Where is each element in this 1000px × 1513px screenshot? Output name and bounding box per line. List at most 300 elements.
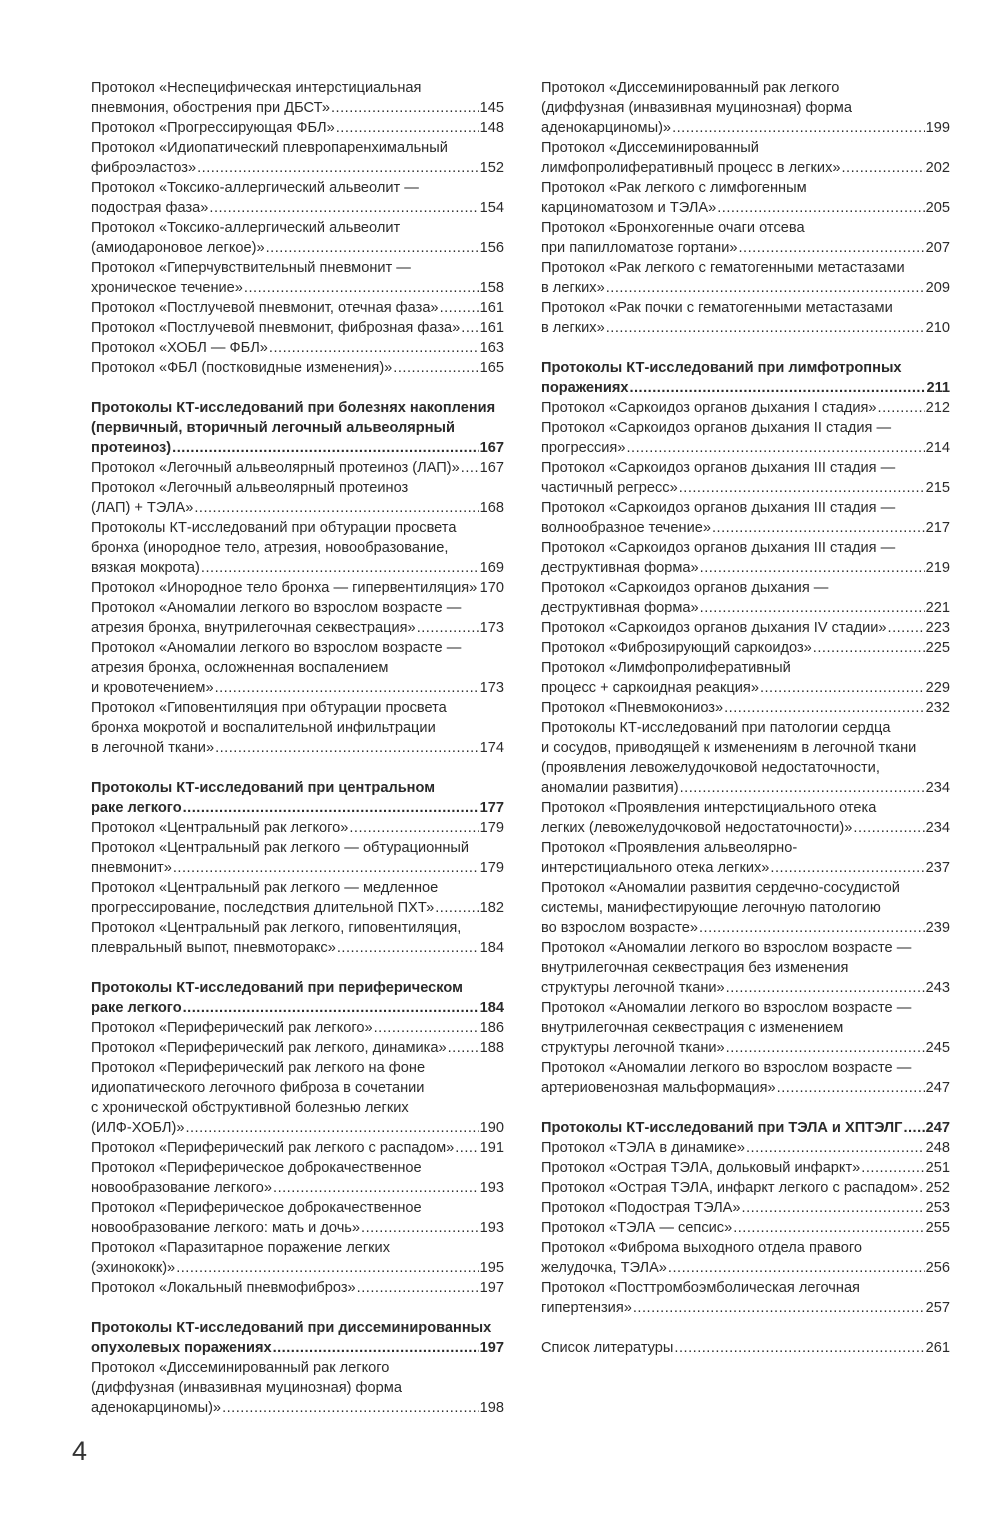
toc-page-number: 245 (925, 1040, 950, 1056)
toc-entry[interactable] (91, 878, 504, 918)
toc-entry[interactable] (91, 578, 504, 598)
toc-entry[interactable] (91, 1038, 504, 1058)
toc-section-heading[interactable] (91, 1318, 504, 1358)
toc-entry-text: Протокол «Острая ТЭЛА, дольковый инфаркт» (541, 1160, 861, 1176)
dot-leader (209, 198, 478, 218)
toc-entry[interactable] (541, 618, 950, 638)
toc-entry-text: Протокол «Саркоидоз органов дыхания I стадия» (541, 400, 877, 416)
toc-entry[interactable] (541, 658, 950, 698)
dot-leader (733, 1218, 924, 1238)
dot-leader (201, 558, 479, 578)
toc-entry[interactable] (91, 1058, 504, 1138)
toc-entry-text: Список литературы (541, 1340, 674, 1356)
toc-entry[interactable] (91, 1198, 504, 1238)
toc-page-number: 219 (925, 560, 950, 576)
toc-entry[interactable] (91, 1358, 504, 1418)
toc-entry[interactable] (541, 418, 950, 458)
dot-leader (215, 738, 479, 758)
toc-entry-text: (ИЛФ-ХОБЛ)» (91, 1120, 185, 1136)
toc-entry-text: (эхинококк)» (91, 1260, 176, 1276)
toc-page-number: 247 (925, 1080, 950, 1096)
toc-entry[interactable] (541, 798, 950, 838)
page-number: 4 (72, 1436, 88, 1466)
toc-entry-text: процесс + саркоидная реакция» (541, 680, 759, 696)
toc-entry-text: Протокол «Диссеминированный рак легкого (541, 80, 840, 96)
toc-entry-text: Протокол «Постлучевой пневмонит, отечная фаза» (91, 300, 439, 316)
toc-entry-text: Протоколы КТ-исследований при ТЭЛА и ХПТЭЛГ (541, 1120, 903, 1136)
toc-entry[interactable] (541, 638, 950, 658)
dot-leader (739, 238, 925, 258)
toc-entry-text: Протокол «Рак легкого с лимфогенным (541, 180, 807, 196)
dot-leader (742, 1198, 925, 1218)
toc-entry-text: (первичный, вторичный легочный альвеолярный (91, 420, 455, 436)
toc-entry-text: аденокарциномы)» (91, 1400, 222, 1416)
toc-entry-text: Протокол «ХОБЛ — ФБЛ» (91, 340, 268, 356)
toc-page-number: 217 (925, 520, 950, 536)
dot-leader (724, 698, 925, 718)
toc-entry-text: Протокол «Локальный пневмофиброз» (91, 1280, 356, 1296)
toc-entry-text: Протокол «Фиброзирующий саркоидоз» (541, 640, 812, 656)
toc-entry[interactable] (91, 218, 504, 258)
toc-entry-text: во взрослом возрасте» (541, 920, 698, 936)
toc-entry-text: Протоколы КТ-исследований при лимфотропных (541, 360, 902, 376)
toc-entry-text: прогрессирование, последствия длительной ПХТ» (91, 900, 435, 916)
toc-entry-text: опухолевых поражениях (91, 1340, 272, 1356)
toc-section-heading[interactable] (91, 978, 504, 1018)
toc-entry-text: Протокол «Аномалии легкого во взрослом возрасте — (91, 600, 462, 616)
toc-entry-text: Протокол «Идиопатический плевропаренхимальный (91, 140, 448, 156)
toc-page-number: 161 (479, 320, 504, 336)
toc-entry[interactable] (541, 1238, 950, 1278)
toc-entry-text: Протокол «Гиповентиляция при обтурации просвета (91, 700, 447, 716)
toc-entry-text: Протокол «Лимфопролиферативный (541, 660, 791, 676)
toc-entry-text: Протоколы КТ-исследований при диссеминированных (91, 1320, 492, 1336)
toc-page-number: 257 (925, 1300, 950, 1316)
dot-leader (331, 98, 479, 118)
dot-leader (746, 1138, 925, 1158)
toc-entry-text: Протокол «Гиперчувствительный пневмонит — (91, 260, 411, 276)
dot-leader (337, 938, 479, 958)
dot-leader (878, 398, 925, 418)
toc-entry[interactable] (541, 1158, 950, 1178)
toc-entry[interactable] (91, 178, 504, 218)
toc-entry-text: Протоколы КТ-исследований при болезнях накопления (91, 400, 496, 416)
toc-entry[interactable] (541, 538, 950, 578)
toc-page-number: 193 (479, 1220, 504, 1236)
toc-page-number: 223 (925, 620, 950, 636)
section-gap (541, 338, 950, 358)
toc-entry[interactable] (541, 1218, 950, 1238)
toc-entry-text: при папилломатозе гортани» (541, 240, 738, 256)
toc-entry-text: пневмонит» (91, 860, 172, 876)
dot-leader (461, 458, 479, 478)
toc-entry-text: атрезия бронха, осложненная воспалением (91, 660, 389, 676)
dot-leader (172, 438, 478, 458)
toc-page-number: 168 (479, 500, 504, 516)
toc-entry[interactable] (91, 1278, 504, 1298)
dot-leader (699, 918, 925, 938)
toc-page-number: 188 (479, 1040, 504, 1056)
toc-entry[interactable] (541, 698, 950, 718)
toc-page-number: 248 (925, 1140, 950, 1156)
toc-entry-text: Протокол «Подострая ТЭЛА» (541, 1200, 741, 1216)
dot-leader (626, 438, 924, 458)
toc-entry[interactable] (91, 1138, 504, 1158)
toc-entry[interactable] (541, 578, 950, 618)
dot-leader (813, 638, 925, 658)
toc-entry[interactable] (541, 1338, 950, 1358)
toc-page-number: 191 (479, 1140, 504, 1156)
toc-entry-text: Протокол «Периферический рак легкого» (91, 1020, 373, 1036)
dot-leader (393, 358, 478, 378)
dot-leader (269, 338, 479, 358)
toc-entry-text: поражениях (541, 380, 629, 396)
toc-entry[interactable] (91, 298, 504, 318)
dot-leader (440, 298, 479, 318)
toc-entry-text: аномалии развития) (541, 780, 679, 796)
dot-leader (194, 498, 478, 518)
toc-page-number: 169 (479, 560, 504, 576)
toc-page-number: 211 (926, 380, 950, 396)
toc-entry[interactable] (91, 838, 504, 878)
toc-entry-text: деструктивная форма» (541, 560, 699, 576)
dot-leader (770, 858, 924, 878)
toc-entry-text: прогрессия» (541, 440, 626, 456)
toc-entry[interactable] (91, 1238, 504, 1278)
dot-leader (760, 678, 925, 698)
dot-leader (629, 378, 925, 398)
dot-leader (861, 1158, 924, 1178)
toc-entry[interactable] (541, 1198, 950, 1218)
toc-entry[interactable] (91, 338, 504, 358)
toc-page-number: 179 (479, 860, 504, 876)
toc-page-number: 154 (479, 200, 504, 216)
toc-entry[interactable] (91, 458, 504, 478)
toc-page-number: 186 (479, 1020, 504, 1036)
dot-leader (842, 158, 925, 178)
toc-section-heading[interactable] (541, 1118, 950, 1138)
toc-section-heading[interactable] (541, 358, 950, 398)
toc-entry[interactable] (541, 998, 950, 1058)
toc-entry[interactable] (541, 138, 950, 178)
toc-entry[interactable] (91, 518, 504, 578)
toc-entry-text: Протокол «Центральный рак легкого — медленное (91, 880, 439, 896)
toc-entry-text: атрезия бронха, внутрилегочная секвестрация» (91, 620, 416, 636)
toc-page-number: 207 (925, 240, 950, 256)
toc-entry-text: Протоколы КТ-исследований при центральном (91, 780, 436, 796)
toc-entry[interactable] (91, 638, 504, 698)
toc-entry-text: Протокол «Пневмокониоз» (541, 700, 724, 716)
dot-leader (726, 978, 925, 998)
toc-page-number: 173 (479, 620, 504, 636)
dot-leader (668, 1258, 925, 1278)
toc-entry[interactable] (91, 118, 504, 138)
dot-leader (357, 1278, 479, 1298)
toc-entry-text: Протокол «Периферическое доброкачественное (91, 1200, 422, 1216)
toc-page-number: 251 (925, 1160, 950, 1176)
toc-entry[interactable] (91, 318, 504, 338)
toc-entry-text: фиброэластоз» (91, 160, 197, 176)
toc-entry-text: Протокол «Периферический рак легкого с распадом» (91, 1140, 455, 1156)
dot-leader (672, 118, 925, 138)
dot-leader (374, 1018, 479, 1038)
toc-page-number: 182 (479, 900, 504, 916)
dot-leader (606, 278, 925, 298)
toc-entry-text: Протокол «Центральный рак легкого» (91, 820, 349, 836)
toc-entry-text: структуры легочной ткани» (541, 980, 725, 996)
toc-entry-text: протеиноз) (91, 440, 172, 456)
toc-entry-text: частичный регресс» (541, 480, 678, 496)
toc-entry-text: желудочка, ТЭЛА» (541, 1260, 667, 1276)
toc-entry[interactable] (541, 498, 950, 538)
toc-page-number: 212 (925, 400, 950, 416)
dot-leader (176, 1258, 478, 1278)
toc-page-number: 221 (925, 600, 950, 616)
dot-leader (273, 1338, 479, 1358)
toc-entry-text: Протокол «Острая ТЭЛА, инфаркт легкого с распадом» (541, 1180, 919, 1196)
dot-leader (361, 1218, 479, 1238)
toc-page-number: 234 (925, 820, 950, 836)
dot-leader (777, 1078, 925, 1098)
dot-leader (455, 1138, 478, 1158)
toc-page-number: 179 (479, 820, 504, 836)
toc-entry-text: Протокол «Паразитарное поражение легких (91, 1240, 390, 1256)
toc-entry-text: Протокол «Легочный альвеолярный протеиноз (91, 480, 409, 496)
dot-leader (903, 1118, 924, 1138)
dot-leader (726, 1038, 925, 1058)
toc-entry[interactable] (91, 358, 504, 378)
toc-section-heading[interactable] (91, 398, 504, 458)
dot-leader (919, 1178, 924, 1198)
toc-entry-text: бронха мокротой и воспалительной инфильтрации (91, 720, 436, 736)
dot-leader (222, 1398, 479, 1418)
toc-right-column (541, 78, 950, 1358)
toc-page-number: 255 (925, 1220, 950, 1236)
toc-entry[interactable] (541, 1278, 950, 1318)
toc-entry[interactable] (541, 1058, 950, 1098)
toc-page-number: 229 (925, 680, 950, 696)
toc-section-heading[interactable] (91, 778, 504, 818)
toc-entry-text: карциноматозом и ТЭЛА» (541, 200, 717, 216)
dot-leader (435, 898, 478, 918)
dot-leader (700, 598, 925, 618)
toc-entry-text: Протокол «Проявления альвеолярно- (541, 840, 798, 856)
toc-page-number: 158 (479, 280, 504, 296)
toc-entry-text: Протокол «Аномалии легкого во взрослом возрасте — (541, 1000, 912, 1016)
toc-entry-text: (амиодароновое легкое)» (91, 240, 265, 256)
toc-page-number: 225 (925, 640, 950, 656)
toc-entry-text: раке легкого (91, 1000, 182, 1016)
toc-entry-text: Протокол «Центральный рак легкого, гиповентиляция, (91, 920, 462, 936)
toc-entry-text: Протокол «ТЭЛА — сепсис» (541, 1220, 733, 1236)
toc-entry-text: Протокол «Посттромбоэмболическая легочная (541, 1280, 860, 1296)
toc-entry-text: Протокол «Бронхогенные очаги отсева (541, 220, 805, 236)
toc-entry-text: Протокол «Фиброма выходного отдела правого (541, 1240, 862, 1256)
dot-leader (679, 478, 925, 498)
toc-entry[interactable] (91, 918, 504, 958)
toc-page-number: 193 (479, 1180, 504, 1196)
toc-page-number: 261 (925, 1340, 950, 1356)
toc-entry-text: (ЛАП) + ТЭЛА» (91, 500, 194, 516)
toc-page-number: 156 (479, 240, 504, 256)
toc-entry-text: аденокарциномы)» (541, 120, 672, 136)
toc-entry-text: Протокол «Центральный рак легкого — обтурационный (91, 840, 470, 856)
toc-entry[interactable] (91, 258, 504, 298)
dot-leader (461, 318, 478, 338)
toc-entry-text: Протокол «Саркоидоз органов дыхания IV стадии» (541, 620, 887, 636)
toc-page-number: 232 (925, 700, 950, 716)
toc-page-number: 167 (479, 460, 504, 476)
toc-page-number: 197 (479, 1340, 504, 1356)
toc-page-number: 234 (925, 780, 950, 796)
toc-entry[interactable] (541, 1178, 950, 1198)
toc-entry-text: и сосудов, приводящей к изменениям в легочной ткани (541, 740, 917, 756)
toc-entry[interactable] (541, 458, 950, 498)
dot-leader (853, 818, 924, 838)
toc-page-number: 256 (925, 1260, 950, 1276)
toc-entry[interactable] (91, 598, 504, 638)
toc-entry[interactable] (91, 138, 504, 178)
toc-entry-text: бронха (инородное тело, атрезия, новообразование, (91, 540, 449, 556)
toc-entry-text: Протокол «ФБЛ (постковидные изменения)» (91, 360, 393, 376)
dot-leader (680, 778, 925, 798)
toc-entry[interactable] (91, 1158, 504, 1198)
toc-page-number: 161 (479, 300, 504, 316)
toc-page-number: 214 (925, 440, 950, 456)
toc-entry-text: новообразование легкого: мать и дочь» (91, 1220, 361, 1236)
section-gap (541, 1318, 950, 1338)
dot-leader (197, 158, 479, 178)
toc-entry-text: новообразование легкого» (91, 1180, 273, 1196)
toc-entry-text: Протоколы КТ-исследований при патологии сердца (541, 720, 891, 736)
toc-page-number: 173 (479, 680, 504, 696)
toc-entry[interactable] (541, 398, 950, 418)
toc-entry[interactable] (541, 938, 950, 998)
toc-entry-text: Протокол «Саркоидоз органов дыхания III стадия — (541, 460, 896, 476)
dot-leader (173, 858, 479, 878)
toc-entry[interactable] (91, 78, 504, 118)
toc-page-number: 252 (925, 1180, 950, 1196)
toc-page-number: 170 (479, 580, 504, 596)
dot-leader (448, 1038, 479, 1058)
toc-entry-text: в легочной ткани» (91, 740, 215, 756)
toc-page-number: 215 (925, 480, 950, 496)
dot-leader (215, 678, 479, 698)
toc-entry-text: Протокол «Рак почки с гематогенными метастазами (541, 300, 893, 316)
toc-left-column (91, 78, 504, 1418)
toc-page-number: 197 (479, 1280, 504, 1296)
toc-page-number: 184 (479, 940, 504, 956)
dot-leader (183, 998, 479, 1018)
toc-entry-text: лимфопролиферативный процесс в легких» (541, 160, 841, 176)
toc-entry-text: Протоколы КТ-исследований при обтурации просвета (91, 520, 457, 536)
toc-page-number: 209 (925, 280, 950, 296)
dot-leader (888, 618, 925, 638)
toc-entry-text: идиопатического легочного фиброза в сочетании (91, 1080, 425, 1096)
toc-page-number: 152 (479, 160, 504, 176)
toc-entry-text: с хронической обструктивной болезнью легких (91, 1100, 409, 1116)
toc-entry[interactable] (541, 718, 950, 798)
toc-entry-text: подострая фаза» (91, 200, 209, 216)
toc-entry[interactable] (541, 1138, 950, 1158)
dot-leader (244, 278, 479, 298)
toc-entry[interactable] (541, 218, 950, 258)
toc-entry[interactable] (91, 1018, 504, 1038)
section-gap (541, 1098, 950, 1118)
toc-entry-text: Протокол «Аномалии легкого во взрослом возрасте — (91, 640, 462, 656)
toc-page-number: 195 (479, 1260, 504, 1276)
toc-entry-text: Протокол «Рак легкого с гематогенными метастазами (541, 260, 905, 276)
toc-entry[interactable] (541, 298, 950, 338)
dot-leader (633, 1298, 925, 1318)
toc-entry-text: внутрилегочная секвестрация без изменения (541, 960, 849, 976)
toc-entry-text: Протокол «Саркоидоз органов дыхания — (541, 580, 829, 596)
toc-entry-text: Протокол «Аномалии легкого во взрослом возрасте — (541, 1060, 912, 1076)
dot-leader (266, 238, 479, 258)
toc-entry-text: деструктивная форма» (541, 600, 699, 616)
toc-entry-text: Протокол «ТЭЛА в динамике» (541, 1140, 745, 1156)
toc-entry-text: пневмония, обострения при ДБСТ» (91, 100, 330, 116)
toc-page-number: 174 (479, 740, 504, 756)
dot-leader (712, 518, 925, 538)
dot-leader (273, 1178, 479, 1198)
toc-entry-text: Протокол «Токсико-аллергический альвеолит (91, 220, 401, 236)
toc-entry-text: и кровотечением» (91, 680, 214, 696)
toc-page-number: 205 (925, 200, 950, 216)
toc-entry-text: Протокол «Периферический рак легкого, динамика» (91, 1040, 447, 1056)
toc-entry-text: структуры легочной ткани» (541, 1040, 725, 1056)
toc-entry-text: Протокол «Саркоидоз органов дыхания II стадия — (541, 420, 892, 436)
toc-entry-text: Протокол «Проявления интерстициального отека (541, 800, 877, 816)
section-gap (91, 378, 504, 398)
toc-entry-text: раке легкого (91, 800, 182, 816)
toc-entry-text: Протокол «Прогрессирующая ФБЛ» (91, 120, 335, 136)
toc-entry[interactable] (91, 478, 504, 518)
toc-entry-text: Протокол «Диссеминированный (541, 140, 759, 156)
toc-page-number: 210 (925, 320, 950, 336)
dot-leader (183, 798, 479, 818)
dot-leader (349, 818, 478, 838)
toc-entry-text: (диффузная (инвазивная муцинозная) форма (91, 1380, 402, 1396)
toc-entry-text: Протокол «Токсико-аллергический альвеолит — (91, 180, 419, 196)
toc-entry-text: Протокол «Постлучевой пневмонит, фиброзная фаза» (91, 320, 461, 336)
toc-entry[interactable] (91, 698, 504, 758)
toc-page-number: 202 (925, 160, 950, 176)
toc-entry-text: Протокол «Легочный альвеолярный протеиноз (ЛАП)» (91, 460, 460, 476)
toc-entry-text: легких (левожелудочковой недостаточности)» (541, 820, 853, 836)
toc-entry-text: Протокол «Аномалии развития сердечно-сосудистой (541, 880, 900, 896)
toc-entry-text: Протоколы КТ-исследований при периферическом (91, 980, 463, 996)
toc-entry[interactable] (541, 178, 950, 218)
toc-entry[interactable] (541, 78, 950, 138)
toc-entry-text: в легких» (541, 320, 605, 336)
toc-entry[interactable] (541, 838, 950, 878)
toc-page-number: 198 (479, 1400, 504, 1416)
toc-entry[interactable] (541, 258, 950, 298)
toc-entry-text: гипертензия» (541, 1300, 632, 1316)
dot-leader (336, 118, 479, 138)
section-gap (91, 758, 504, 778)
toc-page-number: 190 (479, 1120, 504, 1136)
toc-entry-text: интерстициального отека легких» (541, 860, 770, 876)
toc-page-number: 163 (479, 340, 504, 356)
toc-entry-text: волнообразное течение» (541, 520, 711, 536)
toc-entry-text: (проявления левожелудочковой недостаточности, (541, 760, 880, 776)
toc-page-number: 148 (479, 120, 504, 136)
toc-entry[interactable] (541, 878, 950, 938)
toc-entry-text: системы, манифестирующие легочную патологию (541, 900, 881, 916)
toc-entry[interactable] (91, 818, 504, 838)
